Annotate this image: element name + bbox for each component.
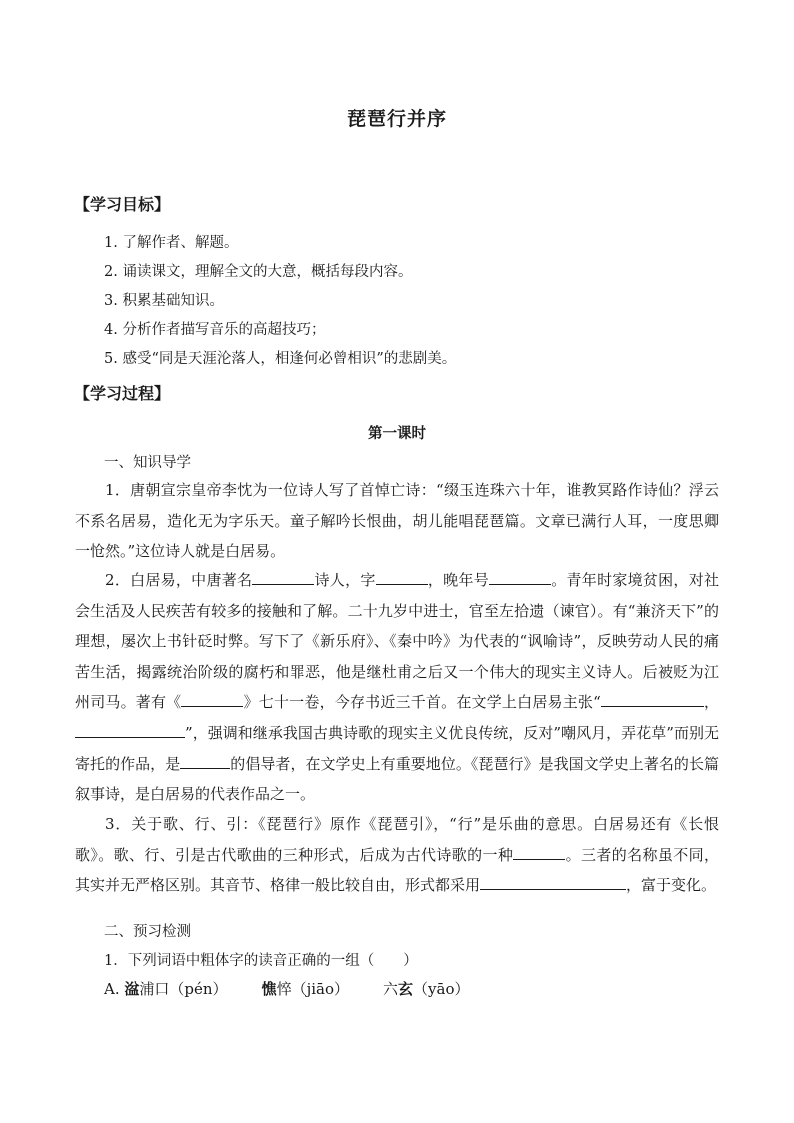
question-1-option-a[interactable]: A. 湓浦口（pén） 憔悴（jiāo） 六玄（yāo） [104, 980, 470, 998]
paragraph-3: 3．关于歌、行、引：《琵琶行》原作《琵琶引》，“行”是乐曲的意思。白居易还有《长恨歌》。歌、行、引是古代歌曲的三种形式，后成为古代诗歌的一种 。三者的名称虽不同，其实并无严格区别。其音节、格律一般比较自由，形式都采用 ，富于变化。 [75, 815, 719, 895]
fill-blank[interactable] [489, 568, 551, 585]
section-learning-process-heading: 【学习过程】 [74, 384, 171, 403]
fill-blank[interactable] [180, 752, 230, 769]
fill-blank[interactable] [376, 568, 428, 585]
part-preview-check: 二、预习检测 [104, 924, 191, 940]
goal-item-1: 1. 了解作者、解题。 [104, 235, 239, 251]
goal-item-2: 2. 诵读课文，理解全文的大意，概括每段内容。 [104, 264, 413, 280]
fill-blank[interactable] [252, 568, 314, 585]
fill-blank[interactable] [181, 690, 243, 707]
fill-blank[interactable] [513, 843, 565, 860]
section-learning-goals-heading: 【学习目标】 [74, 195, 171, 214]
paragraph-1: 1．唐朝宣宗皇帝李忱为一位诗人写了首悼亡诗：“缀玉连珠六十年，谁教冥路作诗仙？浮云不系名居易，造化无为字乐天。童子解吟长恨曲，胡儿能唱琵琶篇。文章已满行人耳，一度思卿一怆然。”这位诗人就是白居易。 [75, 481, 719, 561]
document-title: 琵琶行并序 [346, 108, 447, 130]
paragraph-2: 2．白居易，中唐著名 诗人，字 ，晚年号 。青年时家境贫困，对社会生活及人民疾苦有较多的接触和了解。二十九岁中进士，官至左拾遗（谏官）。有“兼济天下”的理想，屡次上书针砭时弊。写下了《新乐府》、《秦中吟》为代表的“讽喻诗”，反映劳动人民的痛苦生活，揭露统治阶级的腐朽和罪恶，他是继杜甫之后又一个伟大的现实主义诗人。后被贬为江州司马。著有《 》七十一卷，今存书近三千首。在文学上白居易主张“ ，”，强调和继承我国古典诗歌的现实主义优良传统，反对”嘲风月，弄花草”而别无寄托的作品，是 的倡导者，在文学史上有重要地位。《琵琶行》是我国文学史上著名的长篇叙事诗，是白居易的代表作品之一。 [75, 565, 719, 810]
goal-item-5: 5. 感受“同是天涯沦落人，相逢何必曾相识”的悲剧美。 [104, 351, 457, 367]
fill-blank[interactable] [601, 690, 704, 707]
question-1: 1．下列词语中粗体字的读音正确的一组（ ） [104, 953, 418, 969]
goal-item-3: 3. 积累基础知识。 [104, 293, 224, 309]
fill-blank[interactable] [480, 873, 626, 890]
part-knowledge-guide: 一、知识导学 [104, 455, 191, 471]
lesson-title: 第一课时 [368, 425, 426, 442]
fill-blank[interactable] [75, 721, 185, 738]
goal-item-4: 4. 分析作者描写音乐的高超技巧； [104, 322, 326, 338]
